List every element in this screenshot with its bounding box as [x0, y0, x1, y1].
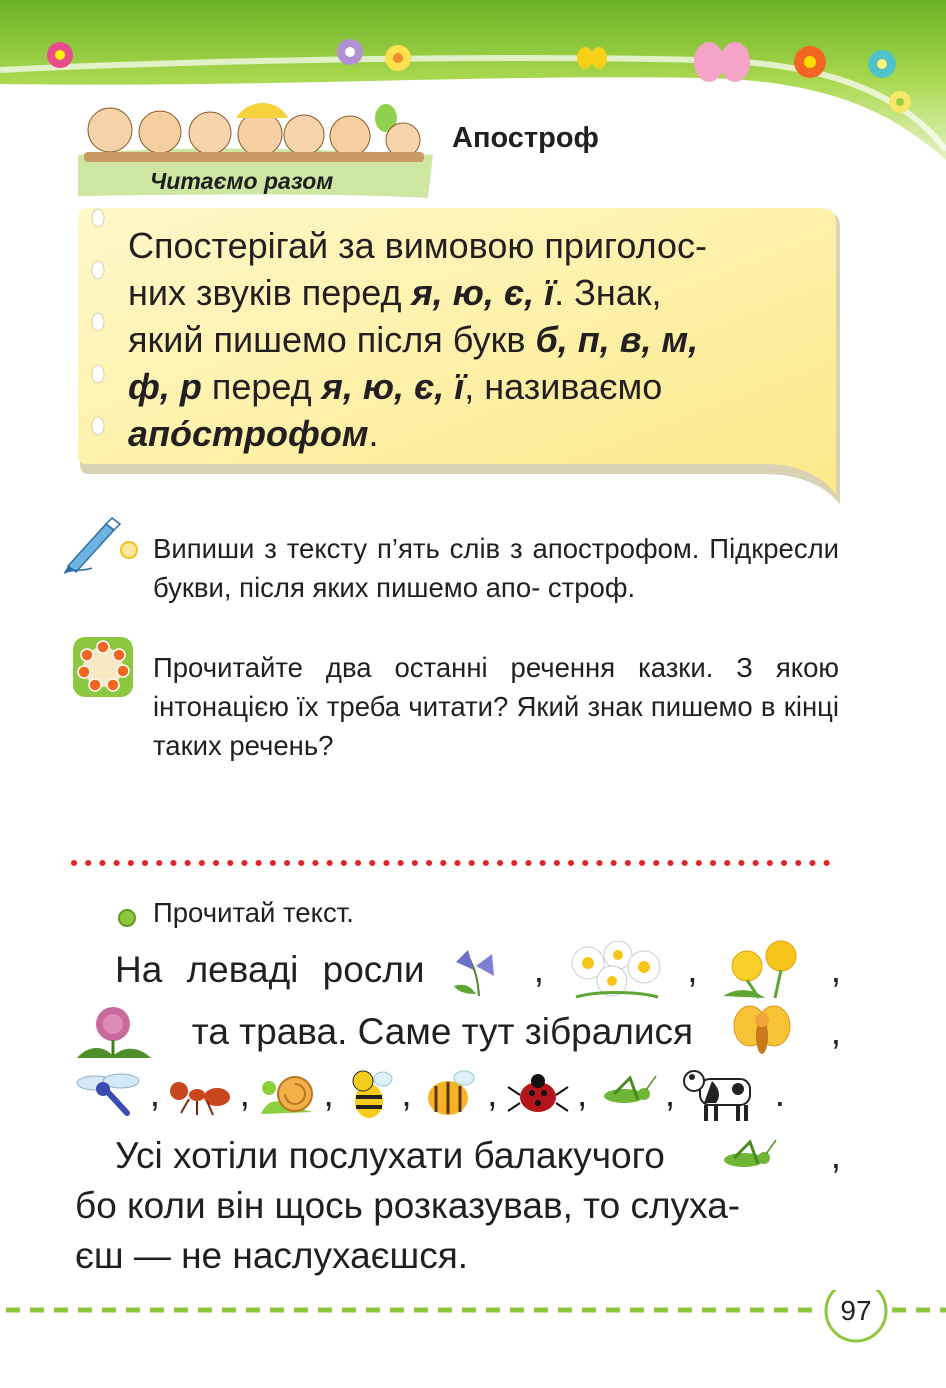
pen-icon [62, 516, 122, 574]
rule-line: Спостерігай за вимовою приголос- [128, 225, 708, 266]
story-line-1: На леваді росли , , , [75, 940, 841, 1000]
rule-line: апо́строфом. [128, 413, 379, 454]
task-2-text: Прочитайте два останні речення казки. З якою інтонацією їх треба читати? Який знак пишемо в кінці таких речень? [153, 652, 839, 761]
cow-icon [682, 1065, 768, 1123]
instruction-bullet [118, 909, 136, 927]
rule-line: ф, р перед я, ю, є, ї, називаємо [128, 366, 663, 407]
rule-line: який пишемо після букв б, п, в, м, [128, 319, 699, 360]
story-line-4: Усі хотіли послухати балакучого , [115, 1135, 841, 1176]
group-work-icon [72, 636, 134, 698]
children-illustration [84, 103, 424, 162]
section-badge-label: Читаємо разом [150, 168, 334, 194]
bottom-dashed-rule [0, 1290, 946, 1370]
bee-icon [341, 1067, 395, 1121]
story-line-5: бо коли він щось розказував, то слуха- [75, 1185, 741, 1226]
flower-icon [47, 42, 73, 68]
story-line-6: єш — не наслухаєшся. [75, 1235, 469, 1276]
page-number: 97 [840, 1295, 872, 1326]
flower-icon [385, 45, 411, 71]
story-line-2: та трава. Саме тут зібралися , [75, 1002, 841, 1062]
reading-instruction: Прочитай текст. [153, 897, 354, 928]
clover-icon [75, 1004, 153, 1060]
grasshopper-icon [594, 1072, 658, 1116]
bluebell-icon [446, 942, 512, 998]
dandelion-icon [719, 940, 809, 1000]
lesson-title: Апостроф [452, 122, 599, 154]
rule-line: них звуків перед я, ю, є, ї. Знак, [128, 272, 662, 313]
snail-icon [257, 1070, 317, 1118]
flower-icon [794, 46, 826, 78]
grasshopper-icon [716, 1136, 780, 1176]
story-line-3: , , , , , , , . [75, 1064, 785, 1124]
rule-text [128, 222, 814, 457]
daisy-icon [566, 941, 666, 999]
flower-icon [889, 91, 911, 113]
task-1-text: Випиши з тексту п’ять слів з апострофом. Підкресли букви, після яких пишемо апо- строф. [153, 533, 839, 603]
dragonfly-icon [75, 1069, 143, 1119]
bumblebee-icon [418, 1068, 480, 1120]
dotted-divider [70, 855, 840, 871]
flower-icon [337, 39, 363, 65]
butterfly-icon [732, 1004, 792, 1060]
beetle-icon [504, 1069, 570, 1119]
task-bullet [120, 541, 138, 559]
flower-icon [868, 50, 896, 78]
ant-icon [167, 1071, 233, 1117]
